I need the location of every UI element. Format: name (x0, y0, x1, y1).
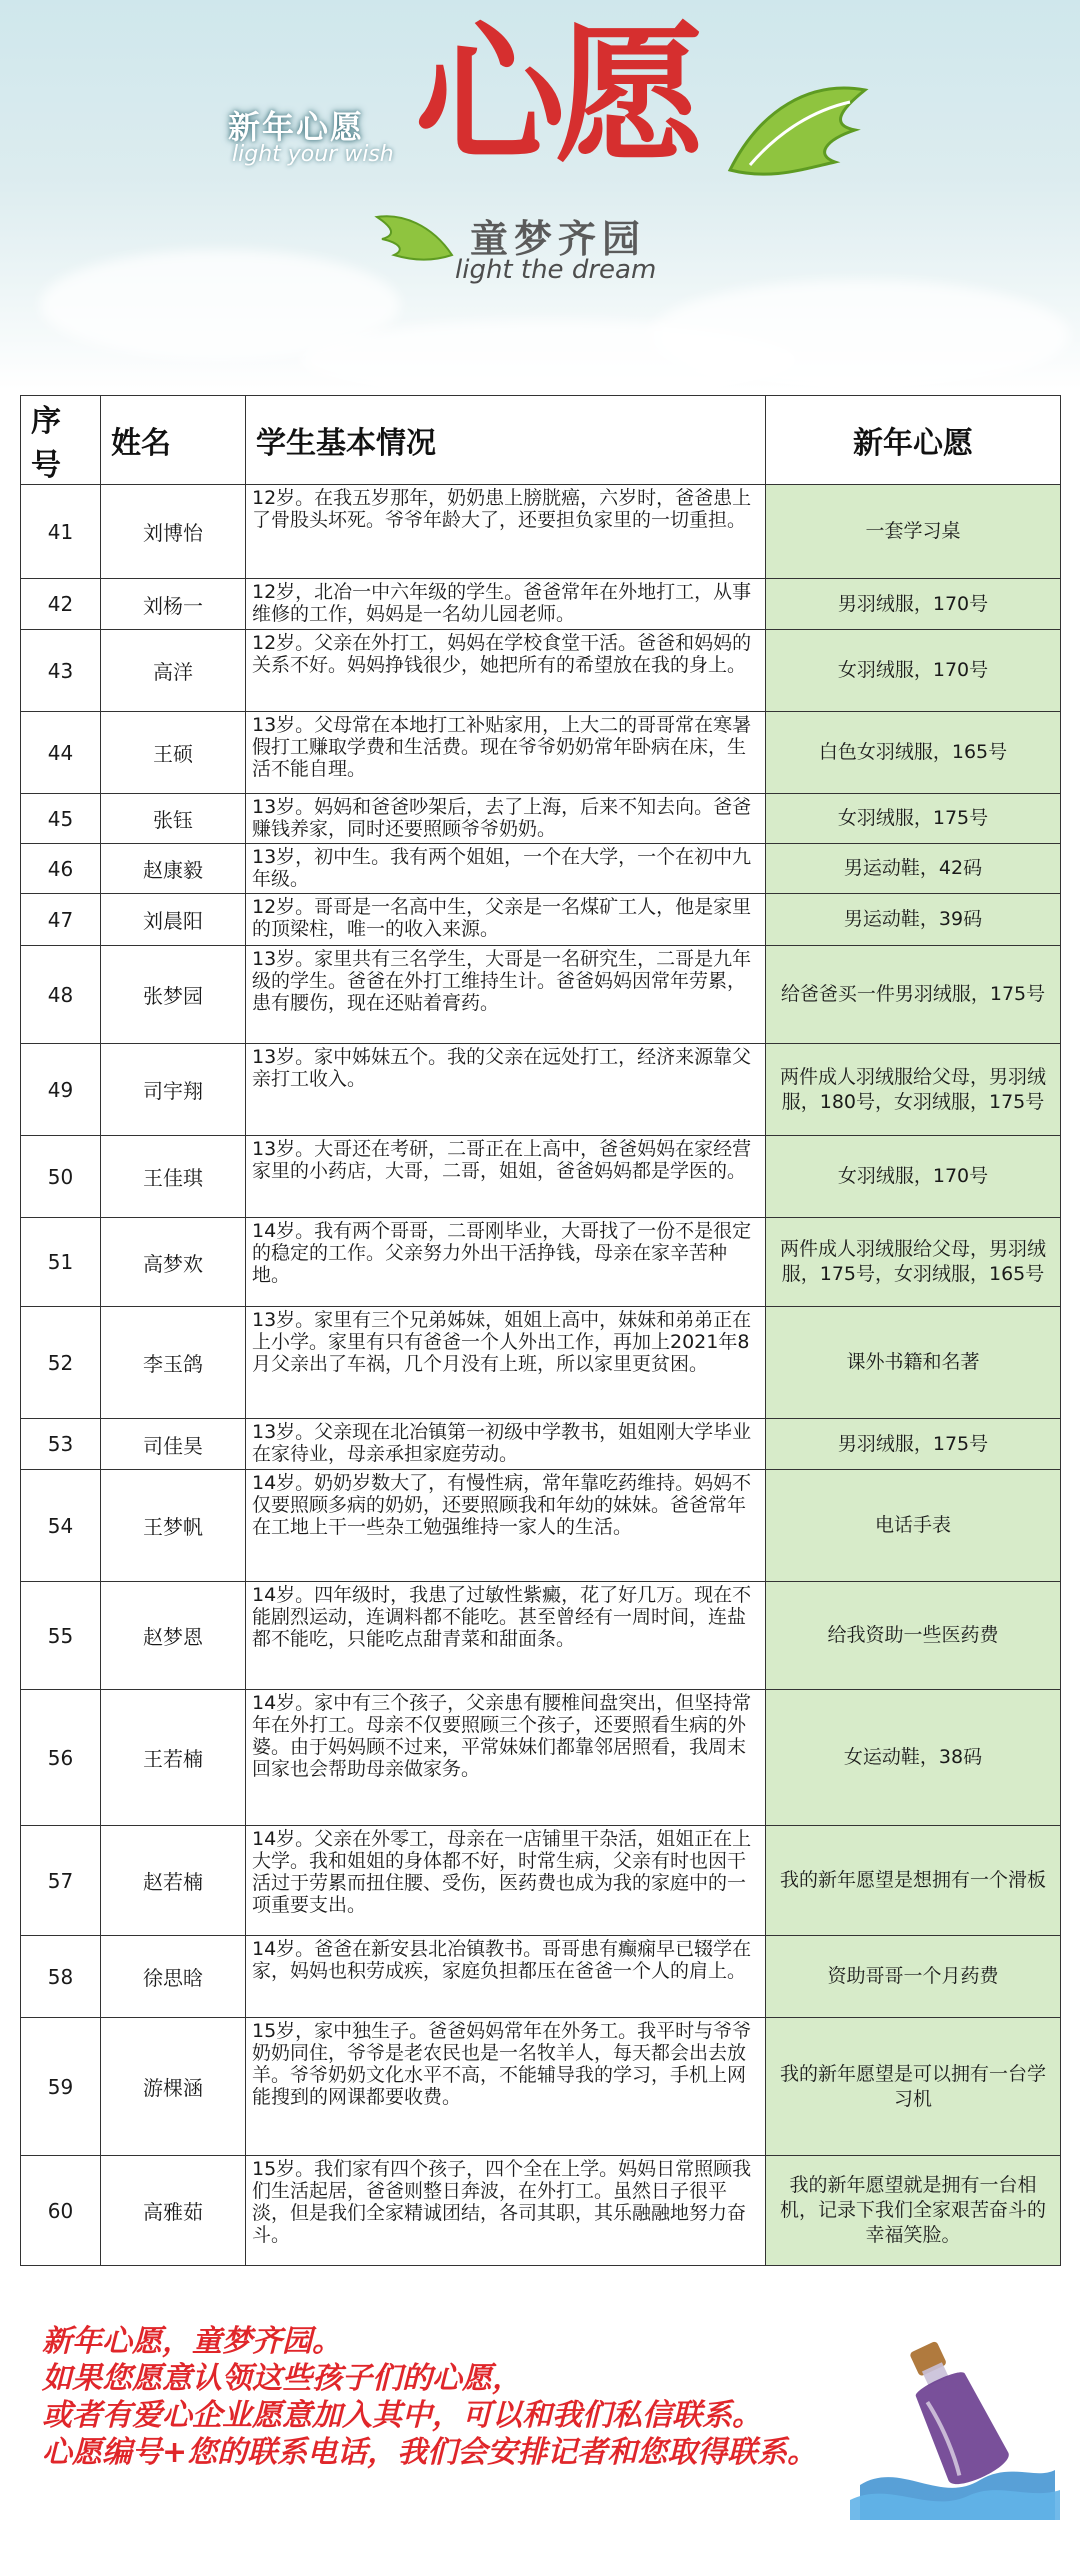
row-number: 48 (21, 946, 101, 1044)
new-year-wish: 女羽绒服，170号 (766, 1136, 1061, 1218)
row-number: 51 (21, 1218, 101, 1307)
logo-text: 心愿 (415, 7, 696, 183)
student-name: 王佳琪 (101, 1136, 246, 1218)
row-number: 52 (21, 1307, 101, 1419)
new-year-wish: 给爸爸买一件男羽绒服，175号 (766, 946, 1061, 1044)
slogan-en: light your wish (232, 142, 394, 167)
footer-line: 心愿编号+您的联系电话，我们会安排记者和您取得联系。 (42, 2435, 818, 2470)
row-number: 57 (21, 1826, 101, 1936)
footer-line: 或者有爱心企业愿意加入其中，可以和我们私信联系。 (42, 2398, 762, 2433)
student-info: 13岁。父母常在本地打工补贴家用，上大二的哥哥常在寒暑假打工赚取学费和生活费。现在爷爷奶奶常年卧病在床，生活不能自理。 (246, 712, 766, 794)
student-name: 王梦帆 (101, 1470, 246, 1582)
subtitle-cn: 童梦齐园 (470, 217, 647, 261)
new-year-wish: 女羽绒服，170号 (766, 630, 1061, 712)
student-name: 高洋 (101, 630, 246, 712)
student-name: 李玉鸽 (101, 1307, 246, 1419)
student-info: 12岁。哥哥是一名高中生，父亲是一名煤矿工人，他是家里的顶梁柱，唯一的收入来源。 (246, 894, 766, 946)
student-info: 13岁。妈妈和爸爸吵架后，去了上海，后来不知去向。爸爸赚钱养家，同时还要照顾爷爷奶奶。 (246, 794, 766, 844)
student-info: 15岁，家中独生子。爸爸妈妈常年在外务工。我平时与爷爷奶奶同住，爷爷是老农民也是一名牧羊人，每天都会出去放羊。爷爷奶奶文化水平不高，不能辅导我的学习，手机上网能搜到的网课都要收费。 (246, 2018, 766, 2156)
table-row (21, 1826, 1061, 1936)
student-info: 13岁。父亲现在北冶镇第一初级中学教书，姐姐刚大学毕业在家待业，母亲承担家庭劳动。 (246, 1419, 766, 1470)
new-year-wish: 两件成人羽绒服给父母，男羽绒服，175号，女羽绒服，165号 (766, 1218, 1061, 1307)
wish-table (20, 395, 1061, 2266)
new-year-wish: 我的新年愿望就是拥有一台相机，记录下我们全家艰苦奋斗的幸福笑脸。 (766, 2156, 1061, 2266)
student-info: 15岁。我们家有四个孩子，四个全在上学。妈妈日常照顾我们生活起居，爸爸则整日奔波，在外打工。虽然日子很平淡，但是我们全家精诚团结，各司其职，其乐融融地努力奋斗。 (246, 2156, 766, 2266)
student-name: 徐思晗 (101, 1936, 246, 2018)
table-row (21, 794, 1061, 844)
table-row (21, 2018, 1061, 2156)
table-header-row (21, 396, 1061, 485)
student-name: 王硕 (101, 712, 246, 794)
student-info: 13岁，初中生。我有两个姐姐，一个在大学，一个在初中九年级。 (246, 844, 766, 894)
student-info: 13岁。家里共有三名学生，大哥是一名研究生，二哥是九年级的学生。爸爸在外打工维持生计。爸爸妈妈因常年劳累，患有腰伤，现在还贴着膏药。 (246, 946, 766, 1044)
table-row (21, 1690, 1061, 1826)
new-year-wish: 我的新年愿望是想拥有一个滑板 (766, 1826, 1061, 1936)
student-info: 13岁。家中姊妹五个。我的父亲在远处打工，经济来源靠父亲打工收入。 (246, 1044, 766, 1136)
slogan-cn: 新年心愿 (228, 108, 365, 146)
header-banner (0, 0, 1080, 390)
table-row (21, 630, 1061, 712)
student-name: 司佳昊 (101, 1419, 246, 1470)
student-name: 张梦园 (101, 946, 246, 1044)
wing-right-icon (720, 70, 870, 190)
student-info: 14岁。四年级时，我患了过敏性紫癜，花了好几万。现在不能剧烈运动，连调料都不能吃。甚至曾经有一周时间，连盐都不能吃，只能吃点甜青菜和甜面条。 (246, 1582, 766, 1690)
student-name: 高梦欢 (101, 1218, 246, 1307)
cloud-decoration (300, 320, 800, 390)
student-info: 14岁。家中有三个孩子，父亲患有腰椎间盘突出，但坚持常年在外打工。母亲不仅要照顾三个孩子，还要照看生病的外婆。由于妈妈顾不过来，平常妹妹们都靠邻居照看，我周末回家也会帮助母亲做家务。 (246, 1690, 766, 1826)
student-name: 司宇翔 (101, 1044, 246, 1136)
student-info: 14岁。奶奶岁数大了，有慢性病，常年靠吃药维持。妈妈不仅要照顾多病的奶奶，还要照顾我和年幼的妹妹。爸爸常年在工地上干一些杂工勉强维持一家人的生活。 (246, 1470, 766, 1582)
row-number: 41 (21, 485, 101, 579)
wish-bottle-icon (850, 2320, 1060, 2520)
new-year-wish: 资助哥哥一个月药费 (766, 1936, 1061, 2018)
new-year-wish: 课外书籍和名著 (766, 1307, 1061, 1419)
row-number: 45 (21, 794, 101, 844)
student-name: 张钰 (101, 794, 246, 844)
student-info: 13岁。家里有三个兄弟姊妹，姐姐上高中，妹妹和弟弟正在上小学。家里有只有爸爸一个人外出工作，再加上2021年8月父亲出了车祸，几个月没有上班，所以家里更贫困。 (246, 1307, 766, 1419)
table-row (21, 1582, 1061, 1690)
row-number: 54 (21, 1470, 101, 1582)
row-number: 47 (21, 894, 101, 946)
table-row (21, 1218, 1061, 1307)
table-row (21, 1307, 1061, 1419)
row-number: 56 (21, 1690, 101, 1826)
student-info: 12岁，北冶一中六年级的学生。爸爸常年在外地打工，从事维修的工作，妈妈是一名幼儿园老师。 (246, 579, 766, 630)
row-number: 43 (21, 630, 101, 712)
table-row (21, 1470, 1061, 1582)
column-header-no: 序号 (21, 396, 101, 485)
new-year-wish: 白色女羽绒服，165号 (766, 712, 1061, 794)
new-year-wish: 男运动鞋，42码 (766, 844, 1061, 894)
table-row (21, 1044, 1061, 1136)
row-number: 55 (21, 1582, 101, 1690)
student-info: 12岁。父亲在外打工，妈妈在学校食堂干活。爸爸和妈妈的关系不好。妈妈挣钱很少，她把所有的希望放在我的身上。 (246, 630, 766, 712)
student-name: 刘博怡 (101, 485, 246, 579)
new-year-wish: 男羽绒服，170号 (766, 579, 1061, 630)
footer-line: 新年心愿，童梦齐园。 (42, 2324, 342, 2359)
row-number: 53 (21, 1419, 101, 1470)
table-row (21, 1136, 1061, 1218)
wing-left-icon (372, 205, 457, 265)
student-info: 14岁。爸爸在新安县北冶镇教书。哥哥患有癫痫早已辍学在家，妈妈也积劳成疾，家庭负担都压在爸爸一个人的肩上。 (246, 1936, 766, 2018)
row-number: 59 (21, 2018, 101, 2156)
table-row (21, 894, 1061, 946)
row-number: 49 (21, 1044, 101, 1136)
footer-line: 如果您愿意认领这些孩子们的心愿， (42, 2361, 522, 2396)
student-name: 王若楠 (101, 1690, 246, 1826)
subtitle-en: light the dream (455, 255, 657, 285)
student-name: 赵梦恩 (101, 1582, 246, 1690)
column-header-info: 学生基本情况 (246, 396, 766, 485)
new-year-wish: 男羽绒服，175号 (766, 1419, 1061, 1470)
new-year-wish: 给我资助一些医药费 (766, 1582, 1061, 1690)
student-name: 赵若楠 (101, 1826, 246, 1936)
student-info: 14岁。我有两个哥哥，二哥刚毕业，大哥找了一份不是很定的稳定的工作。父亲努力外出干活挣钱，母亲在家辛苦种地。 (246, 1218, 766, 1307)
column-header-name: 姓名 (101, 396, 246, 485)
student-info: 13岁。大哥还在考研，二哥正在上高中，爸爸妈妈在家经营家里的小药店，大哥，二哥，姐姐，爸爸妈妈都是学医的。 (246, 1136, 766, 1218)
table-row (21, 946, 1061, 1044)
new-year-wish: 我的新年愿望是可以拥有一台学习机 (766, 2018, 1061, 2156)
table-row (21, 712, 1061, 794)
new-year-wish: 女运动鞋，38码 (766, 1690, 1061, 1826)
table-row (21, 2156, 1061, 2266)
student-info: 14岁。父亲在外零工，母亲在一店铺里干杂活，姐姐正在上大学。我和姐姐的身体都不好，时常生病，父亲有时也因干活过于劳累而扭住腰、受伤，医药费也成为我的家庭中的一项重要支出。 (246, 1826, 766, 1936)
table-row (21, 1936, 1061, 2018)
table-row (21, 485, 1061, 579)
row-number: 42 (21, 579, 101, 630)
student-name: 游棵涵 (101, 2018, 246, 2156)
new-year-wish: 男运动鞋，39码 (766, 894, 1061, 946)
student-name: 刘晨阳 (101, 894, 246, 946)
row-number: 50 (21, 1136, 101, 1218)
new-year-wish: 两件成人羽绒服给父母，男羽绒服，180号，女羽绒服，175号 (766, 1044, 1061, 1136)
student-name: 刘杨一 (101, 579, 246, 630)
student-info: 12岁。在我五岁那年，奶奶患上膀胱癌，六岁时，爸爸患上了骨股头坏死。爷爷年龄大了，还要担负家里的一切重担。 (246, 485, 766, 579)
row-number: 44 (21, 712, 101, 794)
row-number: 58 (21, 1936, 101, 2018)
student-name: 高雅茹 (101, 2156, 246, 2266)
table-row (21, 1419, 1061, 1470)
new-year-wish: 女羽绒服，175号 (766, 794, 1061, 844)
table-row (21, 844, 1061, 894)
table-row (21, 579, 1061, 630)
column-header-wish: 新年心愿 (766, 396, 1061, 485)
row-number: 46 (21, 844, 101, 894)
row-number: 60 (21, 2156, 101, 2266)
new-year-wish: 电话手表 (766, 1470, 1061, 1582)
student-name: 赵康毅 (101, 844, 246, 894)
new-year-wish: 一套学习桌 (766, 485, 1061, 579)
